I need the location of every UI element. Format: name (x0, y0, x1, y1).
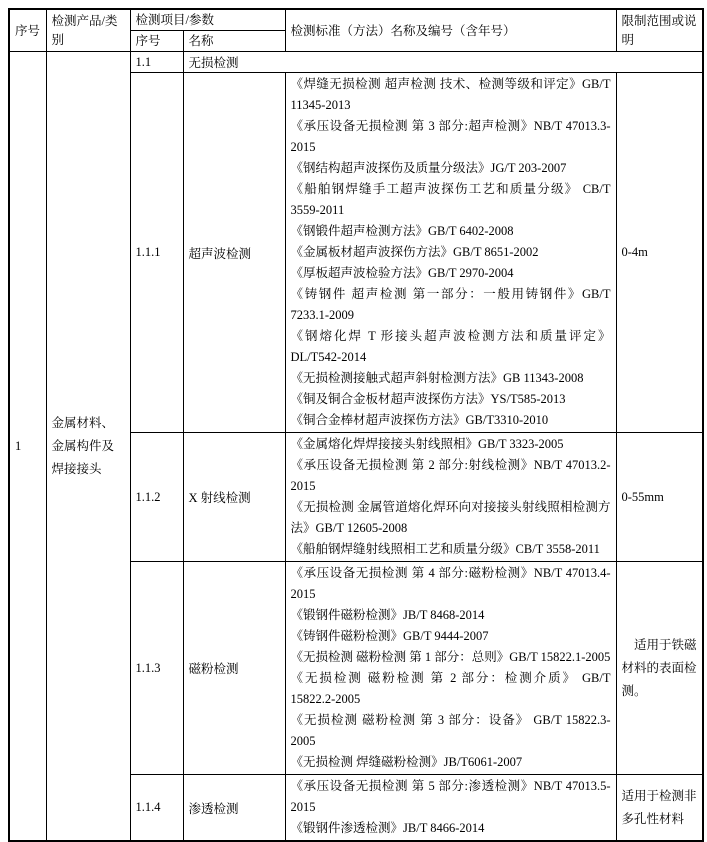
standard-text: 《锻钢件渗透检测》JB/T 8466-2014 (290, 821, 485, 835)
standard-text: 《焊缝无损检测 超声检测 技术、检测等级和评定》GB/T 11345-2013 (290, 77, 611, 112)
group-product: 金属材料、金属构件及焊接接头 (46, 52, 130, 842)
standard-text: 《金属熔化焊焊接接头射线照相》GB/T 3323-2005 (290, 437, 564, 451)
item-name: X 射线检测 (183, 433, 285, 562)
standard-text: 《钢锻件超声检测方法》GB/T 6402-2008 (290, 224, 514, 238)
standard-text: 《承压设备无损检测 第 5 部分:渗透检测》NB/T 47013.5-2015 (290, 779, 611, 814)
standard-text: 《船舶钢焊缝手工超声波探伤工艺和质量分级》 CB/T 3559-2011 (290, 182, 611, 217)
item-standards-cell (285, 562, 616, 775)
header-sub-name: 名称 (183, 31, 285, 52)
item-name: 超声波检测 (183, 73, 285, 433)
standard-text: 《钢结构超声波探伤及质量分级法》JG/T 203-2007 (290, 161, 567, 175)
item-limit: 适用于铁磁材料的表面检测。 (616, 562, 703, 775)
item-standards-cell (285, 73, 616, 433)
item-seq: 1.1.3 (130, 562, 183, 775)
header-sub-seq: 序号 (130, 31, 183, 52)
section-name: 无损检测 (183, 52, 703, 73)
item-name: 渗透检测 (183, 775, 285, 842)
item-seq: 1.1.2 (130, 433, 183, 562)
item-seq: 1.1.1 (130, 73, 183, 433)
section-row (9, 52, 703, 73)
standard-text: 《无损检测 磁粉检测 第 3 部分：设备》 GB/T 15822.3-2005 (290, 713, 611, 748)
standard-text: 《无损检测 金属管道熔化焊环向对接接头射线照相检测方法》GB/T 12605-2008 (290, 500, 611, 535)
header-product-category: 检测产品/类别 (46, 9, 130, 52)
standard-text: 《无损检测 磁粉检测 第 2 部分：检测介质》 GB/T 15822.2-2005 (290, 671, 611, 706)
standards-list (291, 563, 611, 773)
standard-text: 《承压设备无损检测 第 3 部分:超声检测》NB/T 47013.3-2015 (290, 119, 611, 154)
standard-text: 《铸钢件 超声检测 第一部分：一般用铸钢件》GB/T 7233.1-2009 (290, 287, 611, 322)
header-row-1 (9, 9, 703, 31)
item-standards-cell (285, 433, 616, 562)
standard-text: 《铜及铜合金板材超声波探伤方法》YS/T585-2013 (290, 392, 566, 406)
header-standard: 检测标准（方法）名称及编号（含年号） (285, 9, 616, 52)
item-name: 磁粉检测 (183, 562, 285, 775)
standard-text: 《无损检测 磁粉检测 第 1 部分：总则》GB/T 15822.1-2005 (290, 650, 611, 664)
header-item-param: 检测项目/参数 (130, 9, 285, 31)
group-seq: 1 (9, 52, 46, 842)
item-limit: 0-55mm (616, 433, 703, 562)
item-standards-cell (285, 775, 616, 842)
standard-text: 《金属板材超声波探伤方法》GB/T 8651-2002 (290, 245, 539, 259)
standards-list (291, 74, 611, 431)
standard-text: 《船舶钢焊缝射线照相工艺和质量分级》CB/T 3558-2011 (290, 542, 600, 556)
standard-text: 《铜合金棒材超声波探伤方法》GB/T3310-2010 (290, 413, 549, 427)
standard-text: 《钢熔化焊 T 形接头超声波检测方法和质量评定》DL/T542-2014 (290, 329, 611, 364)
header-seq: 序号 (9, 9, 46, 52)
standard-text: 《无损检测 焊缝磁粉检测》JB/T6061-2007 (290, 755, 523, 769)
standards-list (291, 434, 611, 560)
standard-text: 《锻钢件磁粉检测》JB/T 8468-2014 (290, 608, 485, 622)
section-seq: 1.1 (130, 52, 183, 73)
inspection-standards-table (8, 8, 704, 842)
standard-text: 《承压设备无损检测 第 2 部分:射线检测》NB/T 47013.2-2015 (290, 458, 611, 493)
item-seq: 1.1.4 (130, 775, 183, 842)
standard-text: 《承压设备无损检测 第 4 部分:磁粉检测》NB/T 47013.4-2015 (290, 566, 611, 601)
standard-text: 《厚板超声波检验方法》GB/T 2970-2004 (290, 266, 514, 280)
item-limit: 适用于检测非多孔性材料 (616, 775, 703, 842)
item-limit: 0-4m (616, 73, 703, 433)
standards-list (291, 776, 611, 839)
standard-text: 《铸钢件磁粉检测》GB/T 9444-2007 (290, 629, 489, 643)
standard-text: 《无损检测接触式超声斜射检测方法》GB 11343-2008 (290, 371, 584, 385)
header-limit: 限制范围或说明 (616, 9, 703, 52)
